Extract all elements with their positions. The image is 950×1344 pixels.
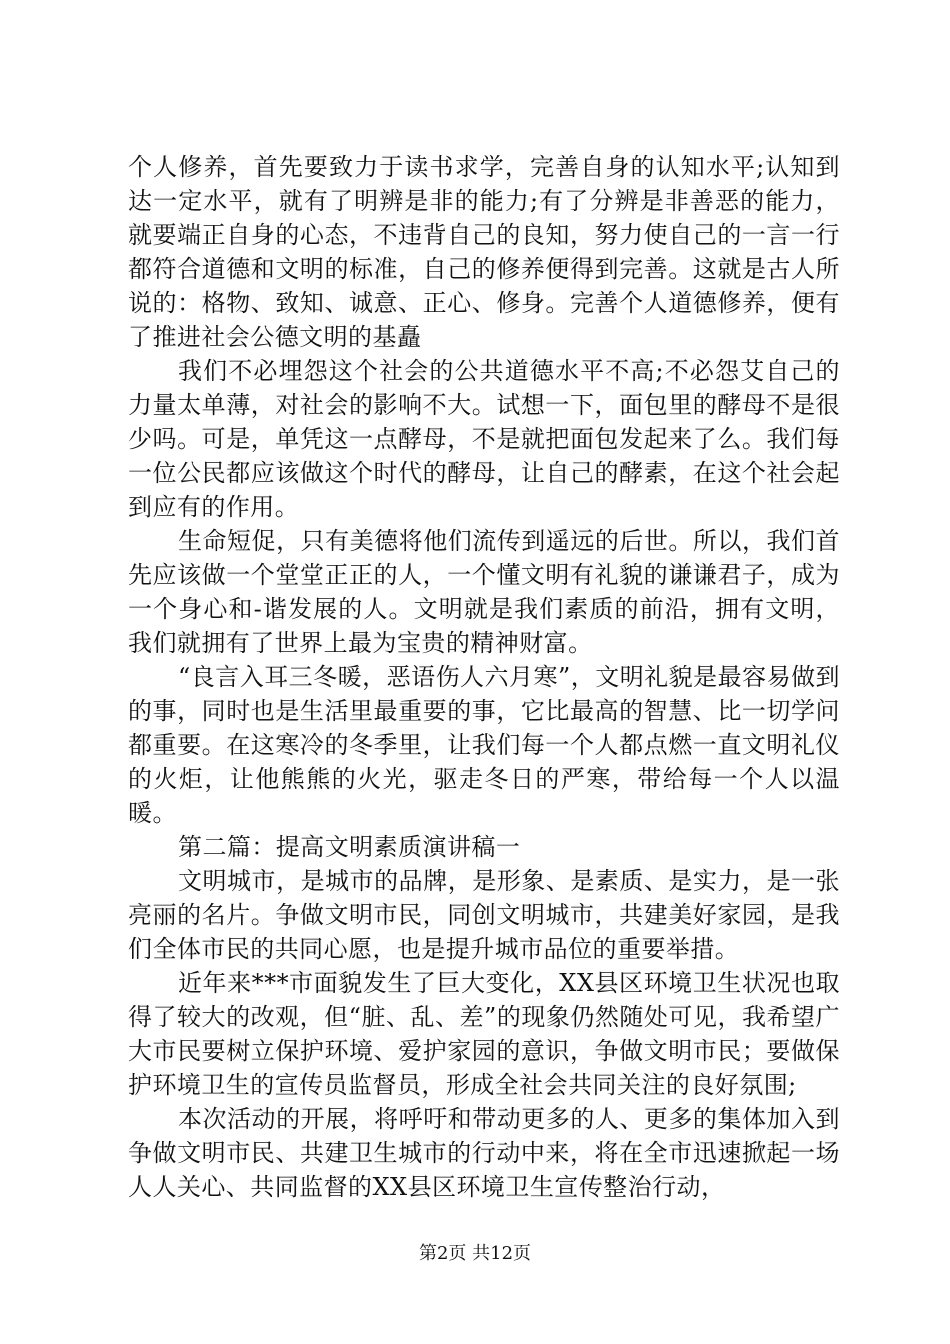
section-heading: 第二篇：提高文明素质演讲稿一 — [178, 833, 521, 861]
document-body — [128, 150, 840, 1204]
paragraph-4: “良言入耳三冬暖，恶语伤人六月寒”，文明礼貌是最容易做到的事，同时也是生活里最重要的事，它比最高的智慧、比一切学问都重要。在这寒冷的冬季里，让我们每一个人都点燃一直文明礼仪的火炬，让他熊熊的火光，驱走冬日的严寒，带给每一个人以温暖。 — [128, 663, 840, 827]
paragraph-1: 个人修养，首先要致力于读书求学，完善自身的认知水平;认知到达一定水平，就有了明辨是非的能力;有了分辨是非善恶的能力，就要端正自身的心态，不违背自己的良知，努力使自己的一言一行都符合道德和文明的标准，自己的修养便得到完善。这就是古人所说的：格物、致知、诚意、正心、修身。完善个人道德修养，便有了推进社会公德文明的基矗 — [128, 153, 840, 351]
paragraph-6: 近年来***市面貌发生了巨大变化，XX县区环境卫生状况也取得了较大的改观，但“脏、乱、差”的现象仍然随处可见，我希望广大市民要树立保护环境、爱护家园的意识，争做文明市民；要做保护环境卫生的宣传员监督员，形成全社会共同关注的良好氛围; — [128, 969, 840, 1099]
paragraph-3: 生命短促，只有美德将他们流传到遥远的后世。所以，我们首先应该做一个堂堂正正的人，一个懂文明有礼貌的谦谦君子，成为一个身心和-谐发展的人。文明就是我们素质的前沿，拥有文明，我们就拥有了世界上最为宝贵的精神财富。 — [128, 527, 840, 657]
paragraph-5: 文明城市，是城市的品牌，是形象、是素质、是实力，是一张亮丽的名片。争做文明市民，同创文明城市，共建美好家园，是我们全体市民的共同心愿，也是提升城市品位的重要举措。 — [128, 867, 840, 963]
page-number-footer: 第2页 共12页 — [418, 1243, 532, 1264]
paragraph-7: 本次活动的开展，将呼吁和带动更多的人、更多的集体加入到争做文明市民、共建卫生城市的行动中来，将在全市迅速掀起一场人人关心、共同监督的XX县区环境卫生宣传整治行动， — [128, 1105, 840, 1201]
paragraph-2: 我们不必埋怨这个社会的公共道德水平不高;不必怨艾自己的力量太单薄，对社会的影响不大。试想一下，面包里的酵母不是很少吗。可是，单凭这一点酵母，不是就把面包发起来了么。我们每一位公民都应该做这个时代的酵母，让自己的酵素，在这个社会起到应有的作用。 — [128, 357, 840, 521]
